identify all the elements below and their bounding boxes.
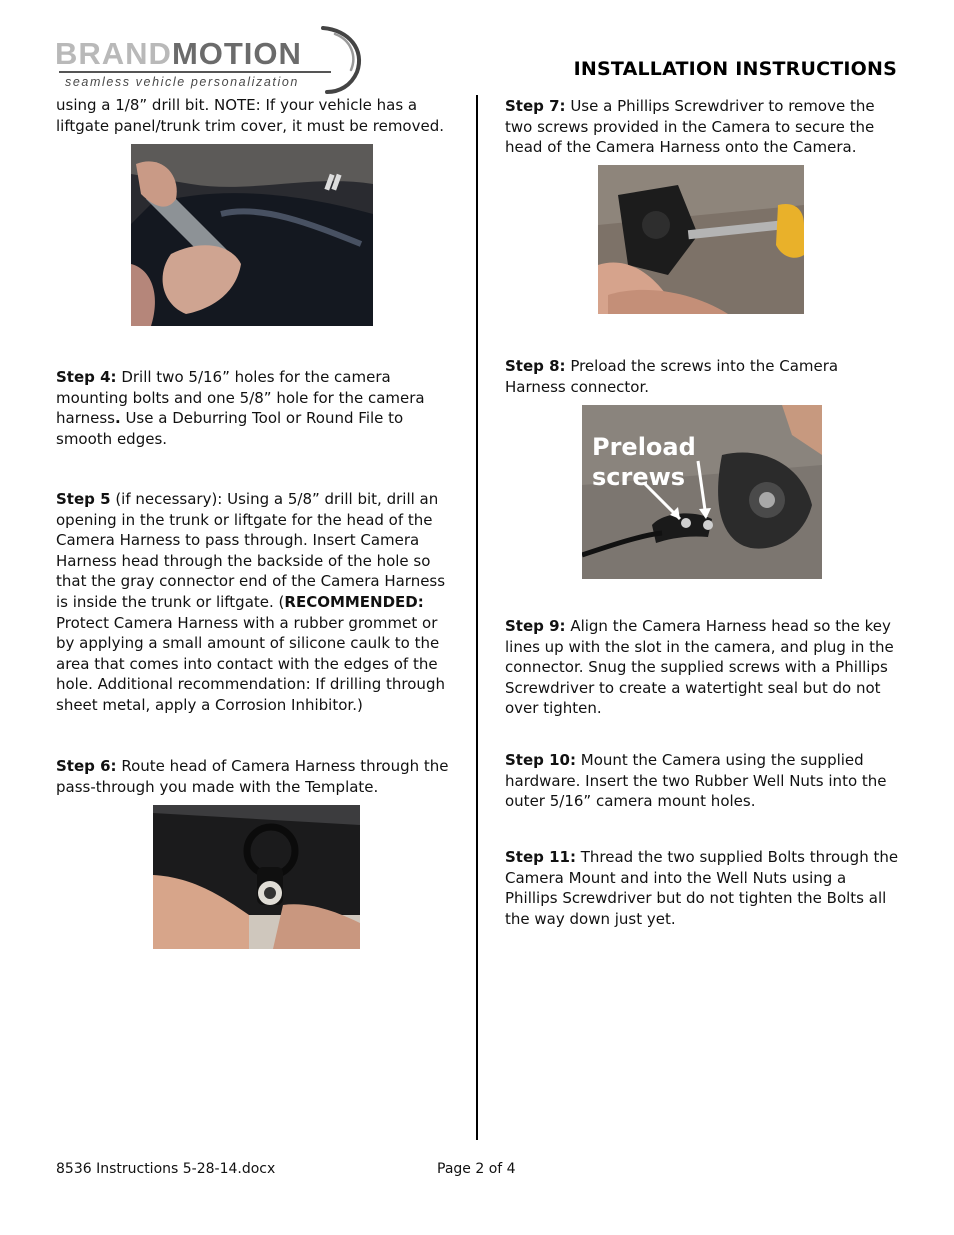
step5-recommended: RECOMMENDED: (284, 592, 424, 611)
step7-label: Step 7: (505, 97, 566, 115)
step9-text: Align the Camera Harness head so the key lines up with the slot in the camera, and plug in the connector. Snug the supplied screws with a Phillips Screwdriver to create a watertight seal but do not over tighten. (505, 617, 894, 718)
drilling-photo (131, 144, 373, 326)
step7-text: Use a Phillips Screwdriver to remove the two screws provided in the Camera to secure the head of the Camera Harness onto the Camera. (505, 97, 875, 157)
step7-paragraph (505, 96, 901, 158)
step6-label: Step 6: (56, 757, 117, 775)
screwdriver-camera-photo (598, 165, 804, 314)
step8-text: Preload the screws into the Camera Harness connector. (505, 357, 839, 396)
column-divider (476, 95, 478, 1140)
step10-paragraph (505, 750, 901, 812)
step11-label: Step 11: (505, 848, 576, 866)
logo-motion: MOTION (171, 36, 302, 71)
page-title: INSTALLATION INSTRUCTIONS (573, 58, 897, 80)
step6-paragraph (56, 756, 458, 797)
preload-screws-photo (582, 405, 822, 579)
logo-swoosh-icon (305, 24, 367, 96)
step8-label: Step 8: (505, 357, 566, 375)
step6-text: Route head of Camera Harness through the pass-through you made with the Template. (56, 757, 449, 796)
step4-paragraph (56, 367, 458, 449)
step11-paragraph (505, 847, 901, 929)
step4-text: Drill two 5/16” holes for the camera mounting bolts and one 5/8” hole for the camera harness (56, 368, 425, 428)
logo-brand: BRAND (55, 36, 172, 71)
intro-paragraph: using a 1/8” drill bit. NOTE: If your vehicle has a liftgate panel/trunk trim cover, it must be removed. (56, 96, 445, 135)
step11-text: Thread the two supplied Bolts through the Camera Mount and into the Well Nuts using a Phillips Screwdriver but do not tighten the Bolts all the way down just yet. (505, 848, 899, 928)
step4-period: . (114, 409, 121, 428)
photo-caption-line1: Preload (592, 433, 696, 461)
step4-text-end: Use a Deburring Tool or Round File to smooth edges. (56, 409, 404, 448)
step5-text: (if necessary): Using a 5/8” drill bit, drill an opening in the trunk or liftgate for the head of the Camera Harness to pass through. Insert Camera Harness head through the backside of the hole so that the gray connector end of the Camera Harness is inside the trunk or liftgate. ( (56, 490, 446, 611)
harness-routing-photo (153, 805, 360, 949)
footer-page-number: Page 2 of 4 (437, 1161, 516, 1177)
step5-text-end: Protect Camera Harness with a rubber grommet or by applying a small amount of silicone caulk to the area that comes into contact with the edges of the hole. Additional recommendation: If drilling through sheet metal, apply a Corrosion Inhibitor.) (56, 613, 445, 714)
logo-tagline: seamless vehicle personalization (65, 75, 299, 89)
brandmotion-logo (55, 24, 375, 96)
step9-label: Step 9: (505, 617, 566, 635)
step8-paragraph (505, 356, 901, 397)
step10-label: Step 10: (505, 751, 576, 769)
step5-paragraph (56, 489, 458, 716)
photo-caption-line2: screws (592, 463, 686, 491)
step5-label: Step 5 (56, 490, 111, 508)
step4-label: Step 4: (56, 368, 117, 386)
footer-filename: 8536 Instructions 5-28-14.docx (56, 1161, 276, 1177)
step9-paragraph (505, 616, 901, 719)
logo-underline (59, 71, 331, 73)
logo-wordmark (55, 38, 302, 69)
step10-text: Mount the Camera using the supplied hardware. Insert the two Rubber Well Nuts into the outer 5/16” camera mount holes. (505, 751, 887, 811)
